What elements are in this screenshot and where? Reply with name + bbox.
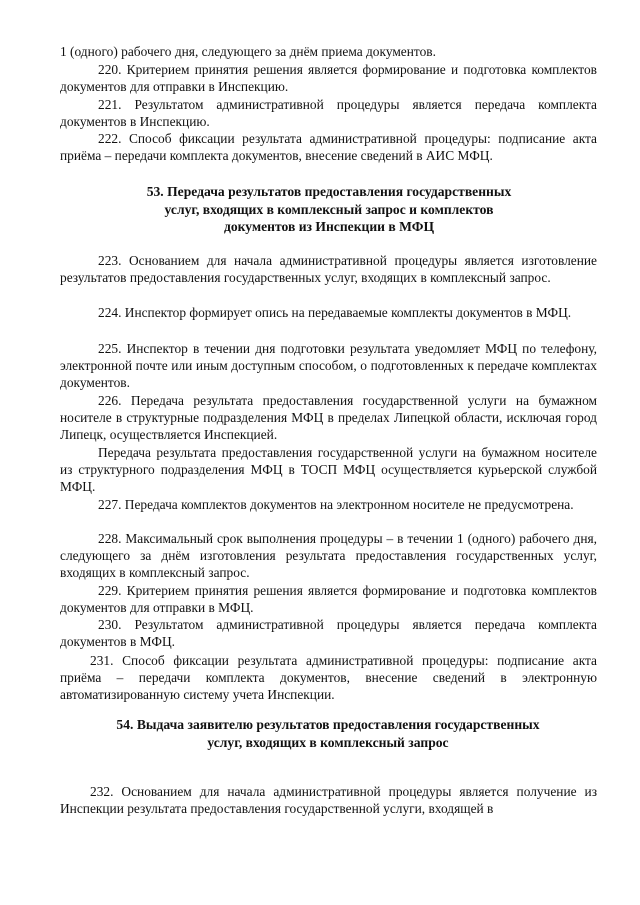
section-heading-54: 54. Выдача заявителю результатов предоставления государственных услуг, входящих в комплексный запрос xyxy=(116,717,540,750)
paragraph-229: 229. Критерием принятия решения является формирование и подготовка комплектов документов для отправки в МФЦ. xyxy=(60,583,597,615)
paragraph-230: 230. Результатом административной процедуры является передача комплекта документов в МФЦ. xyxy=(60,617,597,649)
paragraph-228: 228. Максимальный срок выполнения процедуры – в течении 1 (одного) рабочего дня, следующего за днём изготовления результата предоставления государственных услуг, входящих в комплексный запрос. xyxy=(60,531,597,580)
paragraph-225: 225. Инспектор в течении дня подготовки результата уведомляет МФЦ по телефону, электронной почте или иным доступным способом, о подготовленных к передаче комплектах документов. xyxy=(60,341,597,390)
paragraph-221: 221. Результатом административной процедуры является передача комплекта документов в Инспекцию. xyxy=(60,97,597,129)
paragraph-224: 224. Инспектор формирует опись на передаваемые комплекты документов в МФЦ. xyxy=(98,305,572,320)
paragraph-226: 226. Передача результата предоставления государственной услуги на бумажном носителе в структурные подразделения МФЦ в пределах Липецкой области, исключая город Липецк, осуществляется Инспекцией. xyxy=(60,393,597,442)
paragraph-220: 220. Критерием принятия решения является формирование и подготовка комплектов документов для отправки в Инспекцию. xyxy=(60,62,597,94)
paragraph-227: 227. Передача комплектов документов на электронном носителе не предусмотрена. xyxy=(98,497,574,512)
paragraph-226-continued: Передача результата предоставления государственной услуги на бумажном носителе из структурного подразделения МФЦ в ТОСП МФЦ осуществляется курьерской службой МФЦ. xyxy=(60,445,597,494)
paragraph-222: 222. Способ фиксации результата административной процедуры: подписание акта приёма – передачи комплекта документов, внесение сведений в АИС МФЦ. xyxy=(60,131,597,163)
paragraph-continuation: 1 (одного) рабочего дня, следующего за днём приема документов. xyxy=(60,44,436,59)
paragraph-223: 223. Основанием для начала административной процедуры является изготовление результатов предоставления государственных услуг, входящих в комплексный запрос. xyxy=(60,253,597,285)
paragraph-231: 231. Способ фиксации результата административной процедуры: подписание акта приёма – передачи комплекта документов, внесение сведений в электронную автоматизированную систему учета Инспекции. xyxy=(60,653,597,702)
paragraph-232: 232. Основанием для начала административной процедуры является получение из Инспекции результата предоставления государственной услуги, входящей в xyxy=(60,784,597,816)
section-heading-53: 53. Передача результатов предоставления государственных услуг, входящих в комплексный запрос и комплектов документов из Инспекции в МФЦ xyxy=(146,184,512,235)
